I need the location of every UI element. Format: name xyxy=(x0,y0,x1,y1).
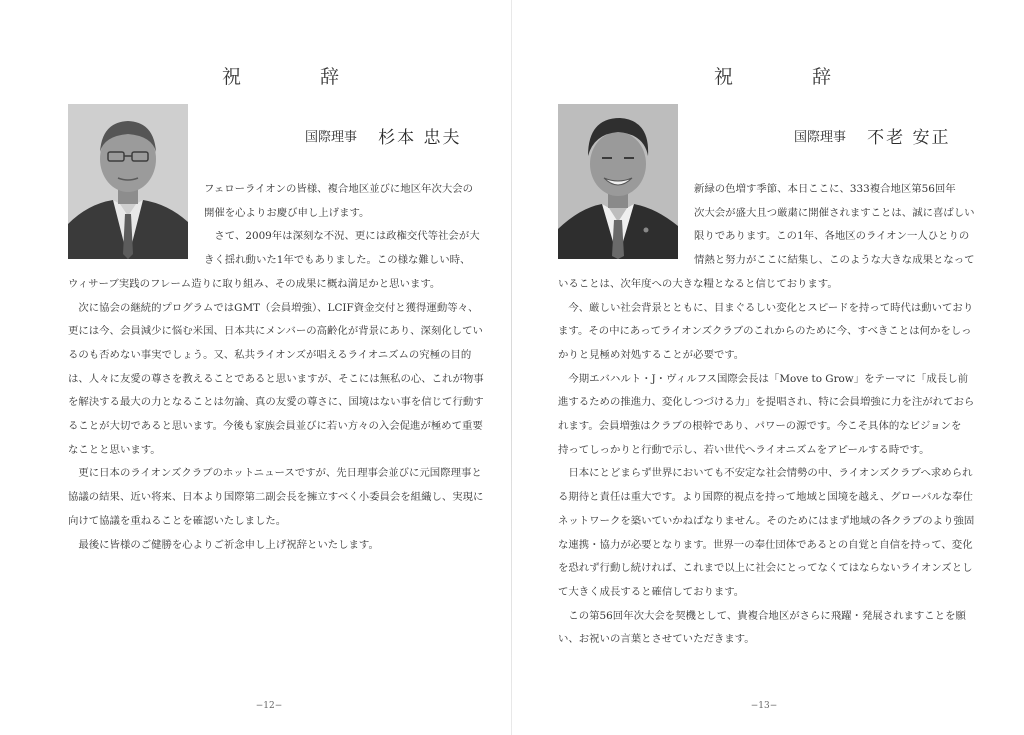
author-name: 不老 安正 xyxy=(867,128,951,148)
text-line: 更に日本のライオンズクラブのホットニュースですが、先日理事会並びに元国際理事と xyxy=(68,467,482,480)
text-line: この第56回年次大会を契機として、貴複合地区がさらに飛躍・発展されますことを願 xyxy=(558,609,966,622)
byline xyxy=(305,123,462,148)
text-line: い、お祝いの言葉とさせていただきます。 xyxy=(558,633,755,646)
text-line: いることは、次年度への大きな糧となると信じております。 xyxy=(558,277,838,290)
text-line: なことと思います。 xyxy=(68,443,161,456)
text-line: は、人々に友愛の尊さを教えることであると思いますが、そこには無私の心、これが物事 xyxy=(68,372,484,385)
author-name: 杉本 忠夫 xyxy=(378,128,462,148)
right-page xyxy=(512,0,1024,735)
text-line: 今、厳しい社会背景とともに、目まぐるしい変化とスピードを持って時代は動いており xyxy=(558,301,974,314)
text-line: な連携・協力が必要となります。世界一の奉仕団体であるとの自覚と自信を持って、変化 xyxy=(558,538,973,551)
text-line: 進するための推進力、変化しつづける力」を提唱され、特に会員増強に力を注がれておら xyxy=(558,396,975,409)
text-line: て大きく成長すると確信しております。 xyxy=(558,585,745,598)
text-line: れます。会員増強はクラブの根幹であり、パワーの源です。今こそ具体的なビジョンを xyxy=(558,420,962,433)
page-title: 祝 辞 xyxy=(222,66,370,88)
text-line: 新緑の色増す季節、本日ここに、333複合地区第56回年 xyxy=(694,183,956,195)
text-line: 開催を心よりお慶び申し上げます。 xyxy=(204,206,370,219)
text-line: かりと見極め対処することが必要です。 xyxy=(558,348,745,361)
text-line: 向けて協議を重ねることを確認いたしました。 xyxy=(68,514,287,527)
text-line: ネットワークを築いていかねばなりません。そのためにはまず地域の各クラブのより強固 xyxy=(558,514,975,527)
text-line: フェローライオンの皆様、複合地区並びに地区年次大会の xyxy=(204,183,474,195)
page-title: 祝 辞 xyxy=(714,66,862,88)
text-line: るのも否めない事実でしょう。又、私共ライオンズが唱えるライオニズムの究極の目的 xyxy=(68,348,472,361)
text-line: 更には今、会員減少に悩む米国、日本共にメンバーの高齢化が背景にあり、深刻化してい xyxy=(68,325,483,338)
text-line: 次大会が盛大且つ厳粛に開催されますことは、誠に喜ばしい xyxy=(694,206,975,219)
text-line: ウィサーブ実践のフレーム造りに取り組み、その成果に概ね満足かと思います。 xyxy=(68,277,441,290)
text-line: る期待と責任は重大です。より国際的視点を持って地域と国境を越え、グローバルな奉仕 xyxy=(558,491,973,504)
text-line: 最後に皆様のご健勝を心よりご祈念申し上げ祝辞といたします。 xyxy=(68,538,379,551)
left-page xyxy=(0,0,511,735)
body-text xyxy=(558,178,975,652)
text-line: ることが大切であると思います。今後も家族会員並びに若い方々の入会促進が極めて重要 xyxy=(68,420,483,433)
text-line: を解決する最大の力となることは勿論、真の友愛の尊さに、国境はない事を信じて行動す xyxy=(68,396,484,409)
text-line: 情熱と努力がここに結集し、このような大きな成果となって xyxy=(694,254,975,267)
byline xyxy=(794,123,951,148)
text-line: 持ってしっかりと行動で示し、若い世代へライオニズムをアピールする時です。 xyxy=(558,443,930,456)
text-line: を恐れず行動し続ければ、これまで以上に社会にとってなくてはならないライオンズとし xyxy=(558,562,973,575)
author-role: 国際理事 xyxy=(305,130,358,145)
page-number: −13− xyxy=(750,701,778,711)
text-line: さて、2009年は深刻な不況、更には政権交代等社会が大 xyxy=(204,230,480,243)
author-role: 国際理事 xyxy=(794,130,847,145)
text-line: 協議の結果、近い将来、日本より国際第二副会長を擁立すべく小委員会を組織し、実現に xyxy=(68,491,484,504)
text-line: 日本にとどまらず世界においても不安定な社会情勢の中、ライオンズクラブへ求められ xyxy=(558,467,973,480)
body-text xyxy=(68,178,484,557)
text-line: 今期エバハルト・J・ヴィルフス国際会長は「Move to Grow」をテーマに「成長し前 xyxy=(558,372,968,385)
text-line: 限りであります。この1年、各地区のライオン一人ひとりの xyxy=(694,230,970,243)
text-line: 次に協会の継続的プログラムではGMT（会員増強）、LCIF資金交付と獲得運動等々、 xyxy=(68,301,479,314)
page-number: −12− xyxy=(255,701,283,711)
text-line: きく揺れ動いた1年でもありました。この様な難しい時、 xyxy=(204,254,471,267)
text-line: ます。その中にあってライオンズクラブのこれからのために今、すべきことは何かをしっ xyxy=(558,325,972,338)
